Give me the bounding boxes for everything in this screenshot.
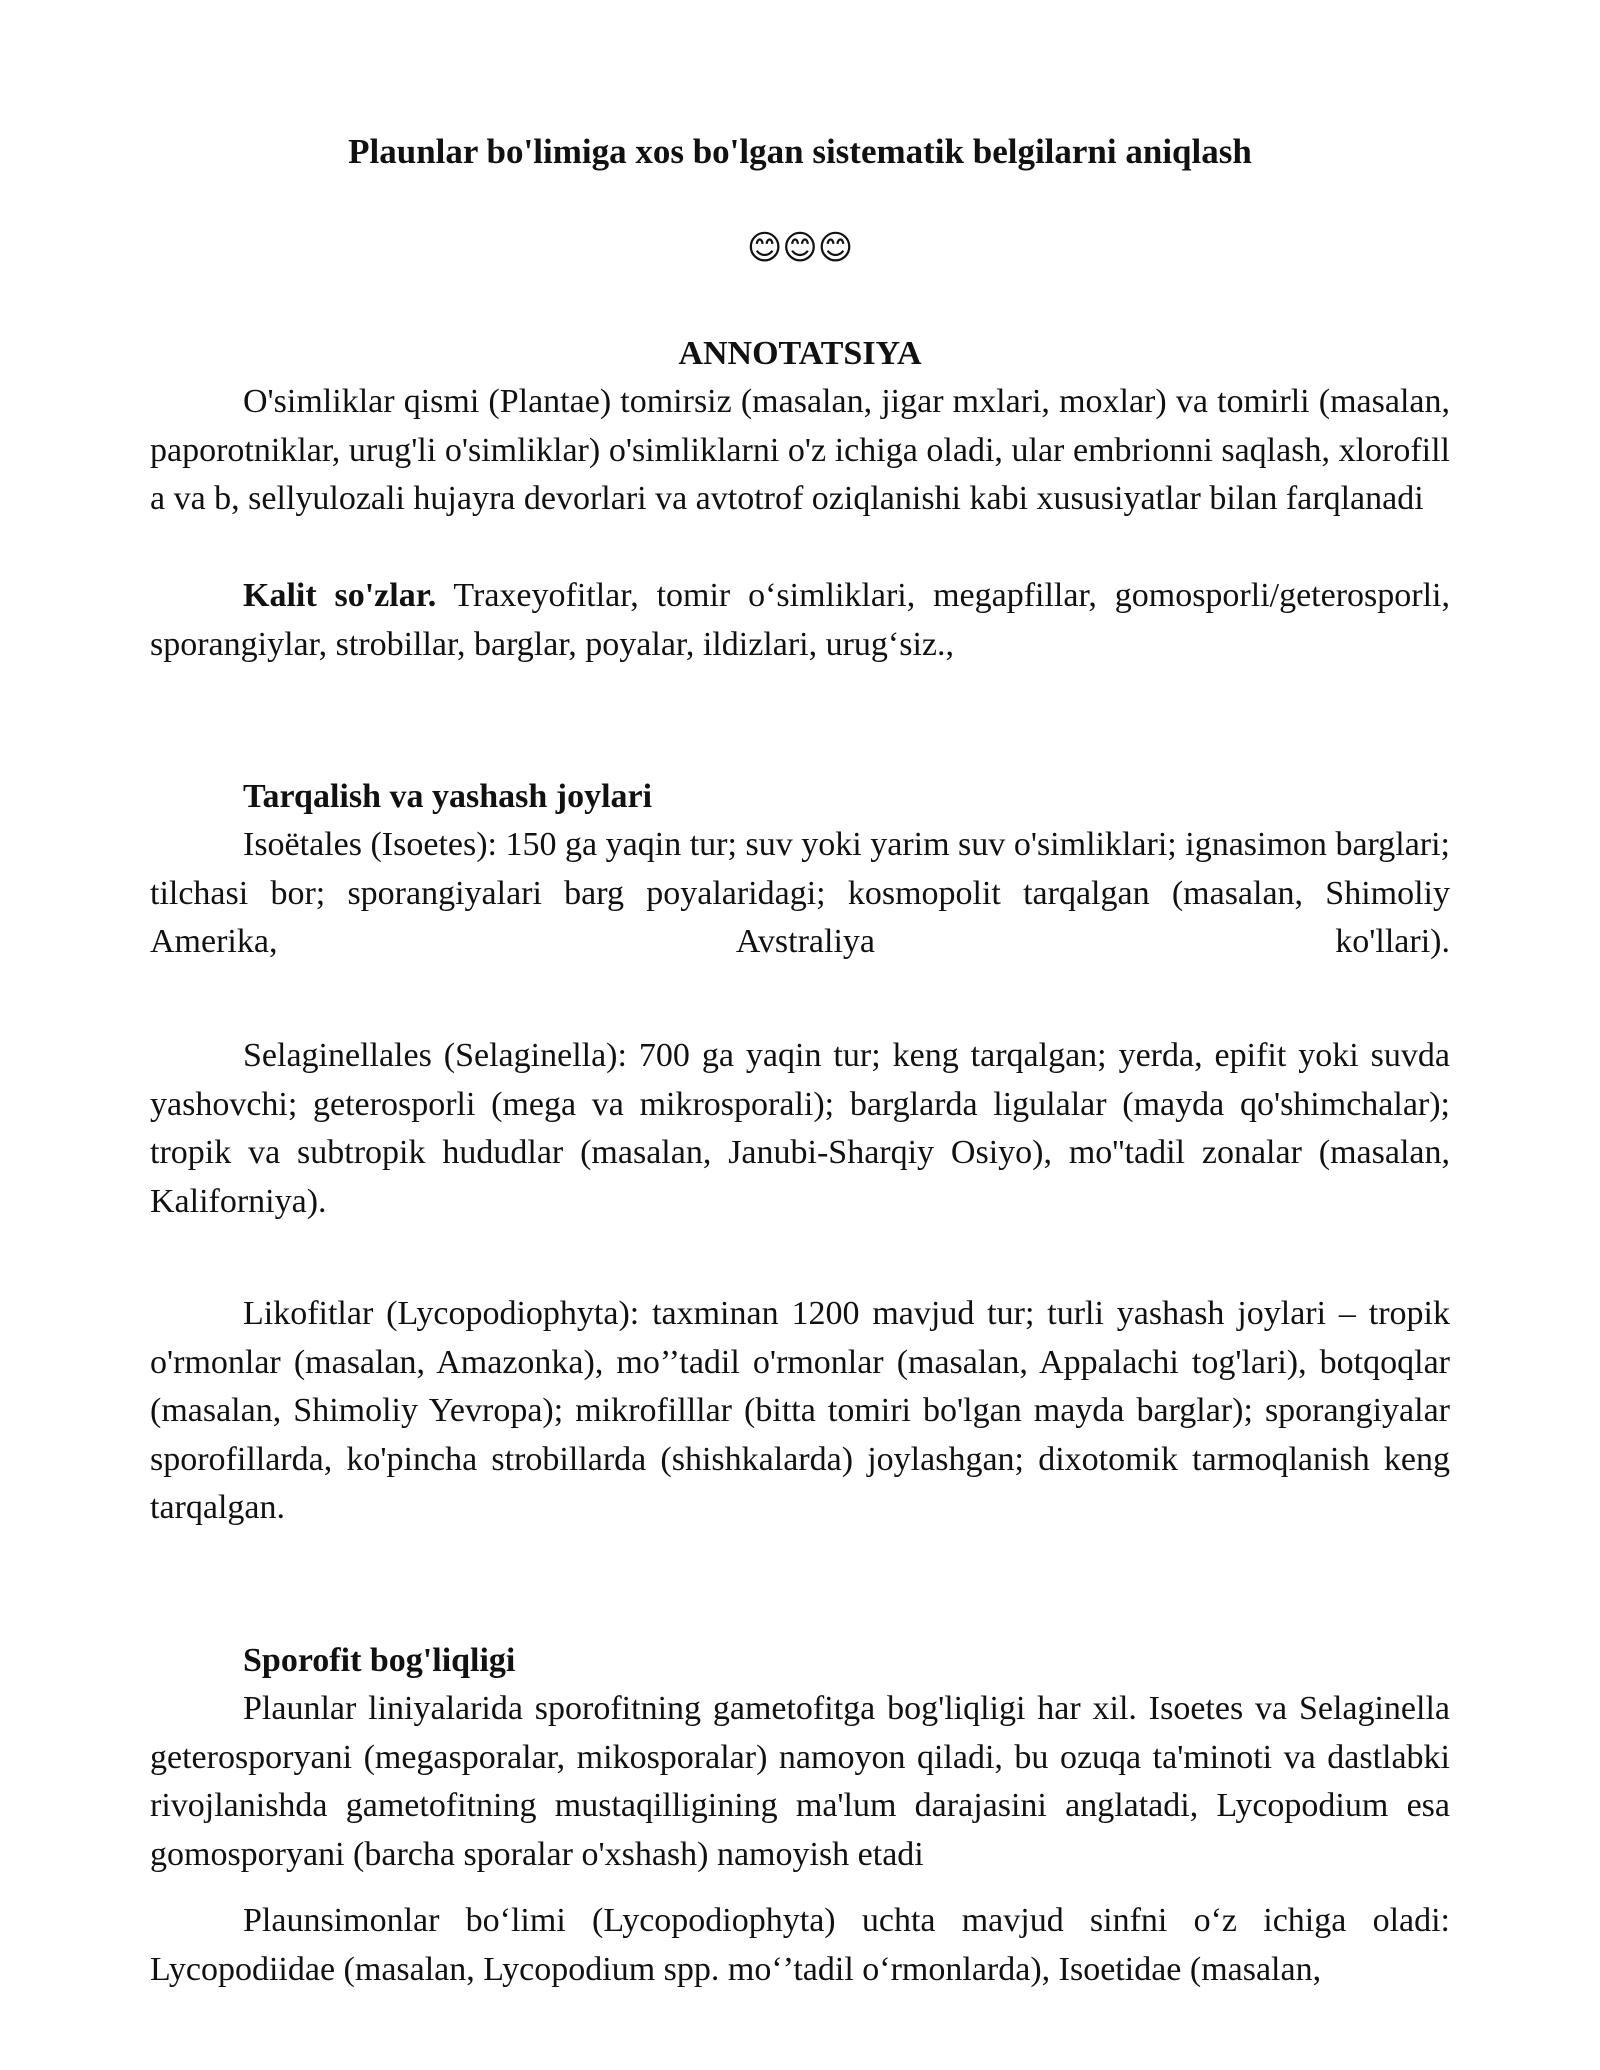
isoetales-paragraph: Isoëtales (Isoetes): 150 ga yaqin tur; suv yoki yarim suv o'simliklari; ignasimon barglari; tilchasi bor; sporangiyalari barg poyalaridagi; kosmopolit tarqalgan (masalan, Shimoliy Amerika, Avstraliya ko'llari). [150,826,1450,960]
document-title: Plaunlar bo'limiga xos bo'lgan sistematik belgilarni aniqlash [348,132,1252,171]
smiley-emoji-row: 😊😊😊 [746,228,854,268]
keywords-paragraph [150,572,1450,669]
section-heading-sporophyte: Sporofit bog'liqligi [243,1642,516,1679]
keywords-list: Traxeyofitlar, tomir o‘simliklari, megapfillar, gomosporli/geterosporli, sporangiylar, strobillar, barglar, poyalar, ildizlari, urug‘siz., [150,577,1450,663]
annotation-paragraph: O'simliklar qismi (Plantae) tomirsiz (masalan, jigar mxlari, moxlar) va tomirli (masalan, paporotniklar, urug'li o'simliklar) o'simliklarni o'z ichiga oladi, ular embrionni saqlash, xlorofill a va b, sellyulozali hujayra devorlari va avtotrof oziqlanishi kabi xususiyatlar bilan farqlanadi [150,383,1450,517]
lycopodiophyta-classes-paragraph: Plaunsimonlar bo‘limi (Lycopodiophyta) uchta mavjud sinfni o‘z ichiga oladi: Lycopodiidae (masalan, Lycopodium spp. mo‘’tadil o‘rmonlarda), Isoetidae (masalan, [150,1902,1450,1988]
lycopodiophyta-paragraph: Likofitlar (Lycopodiophyta): taxminan 1200 mavjud tur; turli yashash joylari – tropik o'rmonlar (masalan, Amazonka), mo’’tadil o'rmonlar (masalan, Appalachi tog'lari), botqoqlar (masalan, Shimoliy Yevropa); mikrofilllar (bitta tomiri bo'lgan mayda barglar); sporangiyalar sporofillarda, ko'pincha strobillarda (shishkalarda) joylashgan; dixotomik tarmoqlanish keng tarqalgan. [150,1295,1450,1526]
keywords-label: Kalit so'zlar. [243,577,437,614]
section-heading-distribution: Tarqalish va yashash joylari [243,778,653,815]
document-page [150,0,1450,2070]
annotation-heading: ANNOTATSIYA [678,335,922,372]
sporophyte-paragraph: Plaunlar liniyalarida sporofitning gametofitga bog'liqligi har xil. Isoetes va Selaginella geterosporyani (megasporalar, mikosporalar) namoyon qiladi, bu ozuqa ta'minoti va dastlabki rivojlanishda gametofitning mustaqilligining ma'lum darajasini anglatadi, Lycopodium esa gomosporyani (barcha sporalar o'xshash) namoyish etadi [150,1690,1450,1873]
selaginellales-paragraph: Selaginellales (Selaginella): 700 ga yaqin tur; keng tarqalgan; yerda, epifit yoki suvda yashovchi; geterosporli (mega va mikrosporali); barglarda ligulalar (mayda qo'shimchalar); tropik va subtropik hududlar (masalan, Janubi-Sharqiy Osiyo), mo''tadil zonalar (masalan, Kaliforniya). [150,1037,1450,1220]
